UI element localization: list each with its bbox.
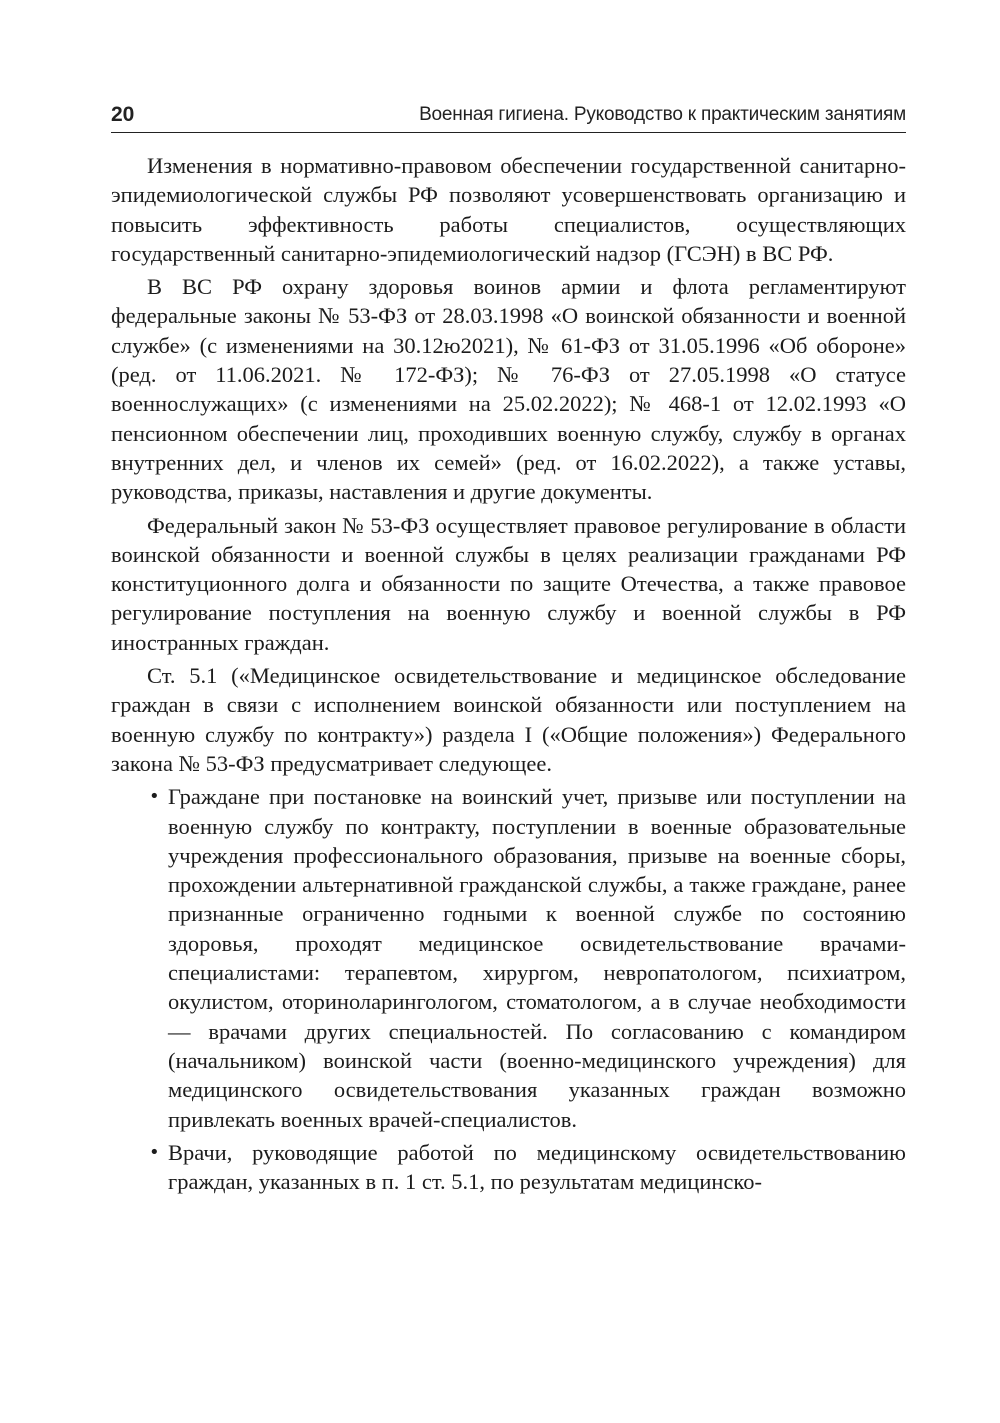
bullet-item <box>111 1138 906 1197</box>
bullet-text: Врачи, руководящие работой по медицинскому освидетельствованию граждан, указанных в п. 1 ст. 5.1, по результатам медицинско- <box>168 1139 906 1195</box>
paragraph: Федеральный закон № 53-ФЗ осуществляет правовое регулирование в области воинской обязанности и военной службы в целях реализации гражданами РФ конституционного долга и обязанности по защите Отечества, а также правовое регулирование поступления на военную службу и военной службы в РФ иностранных граждан. <box>111 512 906 655</box>
paragraph: Изменения в нормативно-правовом обеспечении государственной санитарно-эпидемиологической службы РФ позволяют усовершенствовать организацию и повысить эффективность работы специалистов, осуществляющих государственный санитарно-эпидемиологический надзор (ГСЭН) в ВС РФ. <box>111 153 906 266</box>
page-number: 20 <box>111 103 135 126</box>
paragraph: Ст. 5.1 («Медицинское освидетельствование и медицинское обследование граждан в связи с исполнением воинской обязанности или поступлением на военную службу по контракту») раздела I («Общие положения») Федерального закона № 53-ФЗ предусматривает следующее. <box>111 663 906 776</box>
body-text <box>111 151 906 1200</box>
bullet-list <box>111 782 906 1196</box>
paragraph: В ВС РФ охрану здоровья воинов армии и флота регламентируют федеральные законы № 53-ФЗ от 28.03.1998 «О воинской обязанности и военной службе» (с изменениями на 30.12ю2021), № 61-ФЗ от 31.05.1996 «Об обороне» (ред. от 11.06.2021. № 172-ФЗ); № 76-ФЗ от 27.05.1998 «О статусе военнослужащих» (с изменениями на 25.02.2022); № 468-1 от 12.02.1993 «О пенсионном обеспечении лиц, проходивших военную службу, службу в органах внутренних дел, и членов их семей» (ред. от 16.02.2022), а также уставы, руководства, приказы, наставления и другие документы. <box>111 274 906 505</box>
running-header-title: Военная гигиена. Руководство к практическим занятиям <box>419 104 906 125</box>
bullet-item <box>111 782 906 1134</box>
running-header <box>111 100 906 133</box>
bullet-marker: • <box>149 786 160 808</box>
bullet-marker: • <box>149 1141 160 1163</box>
bullet-text: Граждане при постановке на воинский учет, призыве или поступлении на военную службу по контракту, поступлении в военные образовательные учреждения профессионального образования, призыве на военные сборы, прохождении альтернативной гражданской службы, а также граждане, ранее признанные ограниченно годными к военной службе по состоянию здоровья, проходят медицинское освидетельствование врачами-специалистами: терапевтом, хирургом, невропатологом, психиатром, окулистом, оториноларингологом, стоматологом, а в случае необходимости — врачами других специальностей. По согласованию с командиром (начальником) воинской части (военно-медицинского учреждения) для медицинского освидетельствования указанных граждан возможно привлекать военных врачей-специалистов. <box>168 784 906 1132</box>
